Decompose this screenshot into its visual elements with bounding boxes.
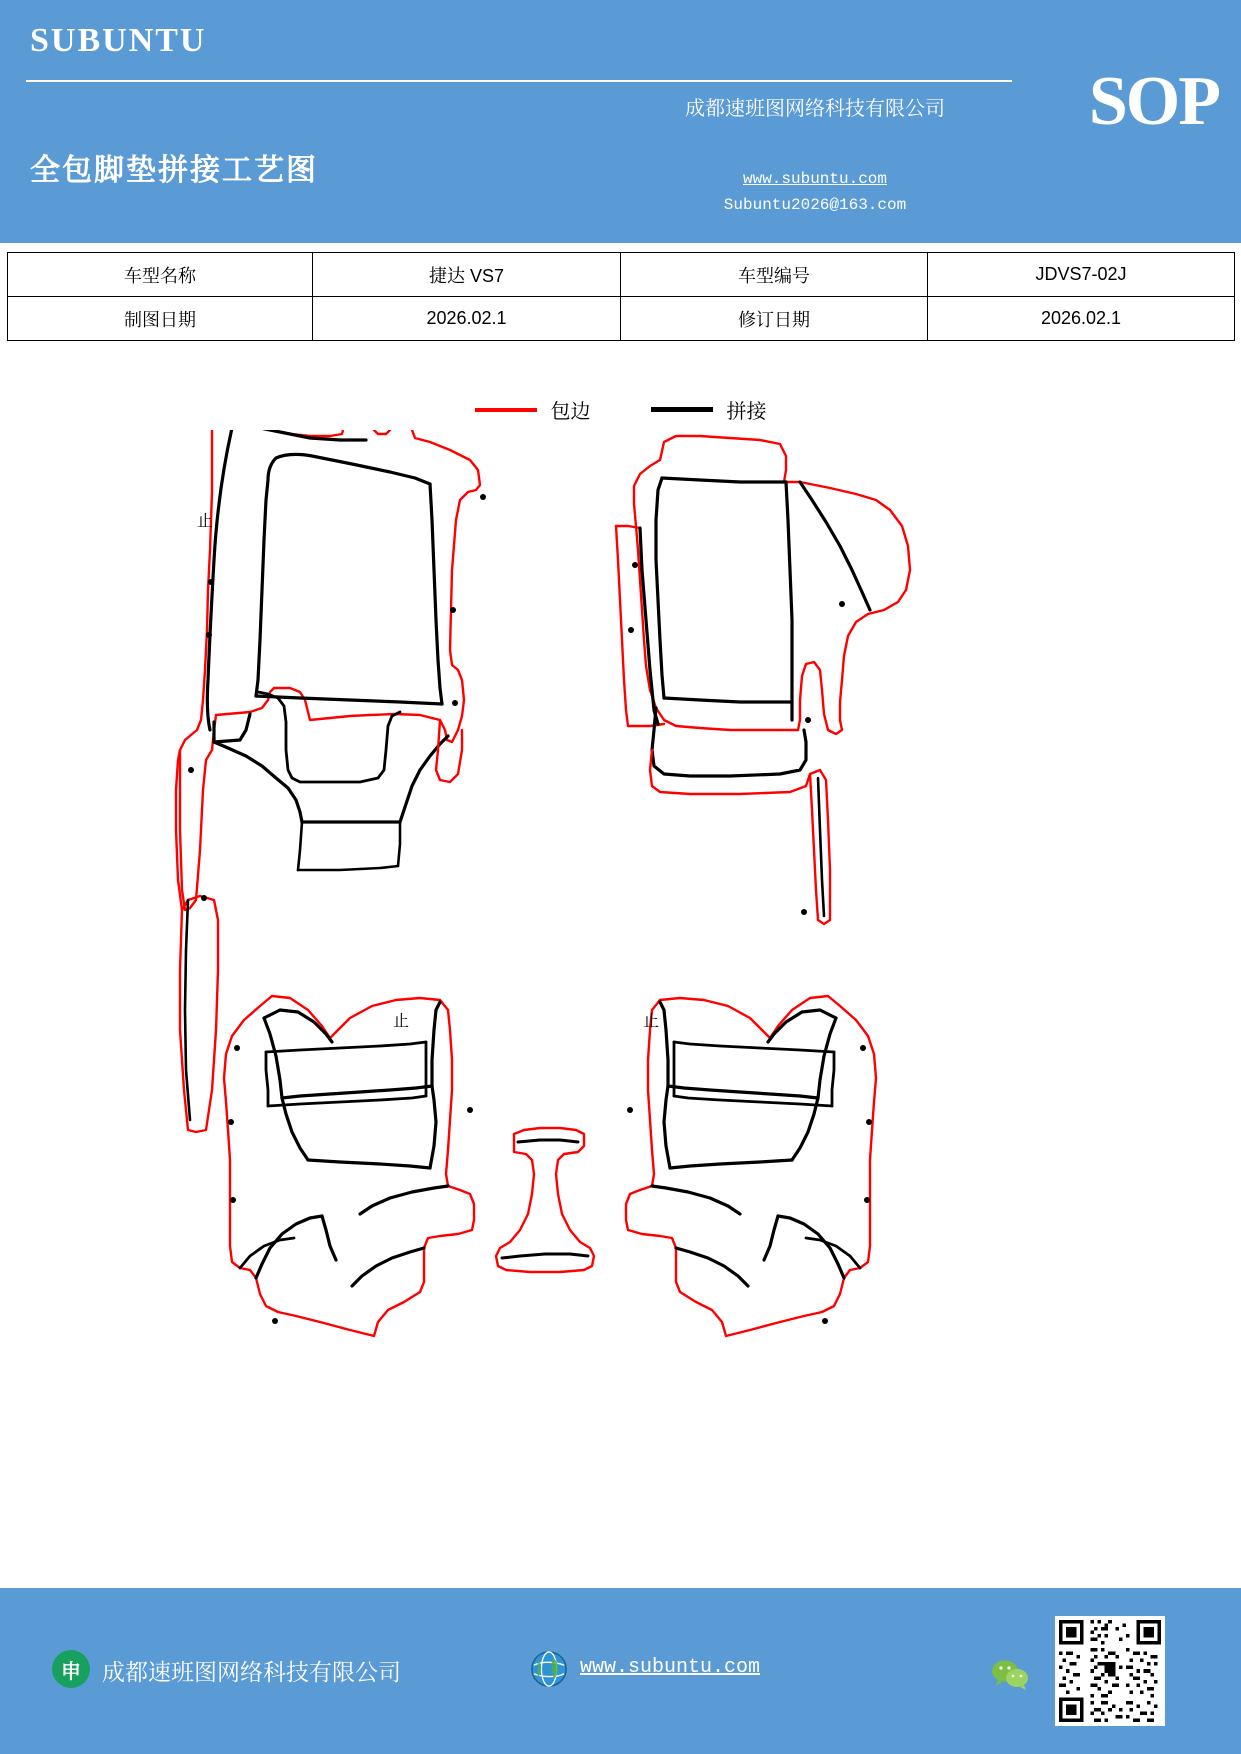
seam-line-swatch-icon	[651, 407, 713, 412]
legend	[0, 395, 1241, 424]
label-revision-date: 修订日期	[621, 297, 928, 341]
brand-logo: SUBUNTU	[30, 22, 207, 59]
page-header	[0, 0, 1241, 243]
qr-code-image	[1059, 1620, 1161, 1722]
page-footer	[0, 1588, 1241, 1754]
marker-stop-1: 止	[197, 513, 214, 530]
page-title: 全包脚垫拼接工艺图	[30, 154, 318, 187]
label-draw-date: 制图日期	[8, 297, 313, 341]
company-badge-icon: 申	[52, 1650, 90, 1688]
value-model-code: JDVS7-02J	[928, 253, 1235, 297]
value-model-name: 捷达 VS7	[313, 253, 621, 297]
floor-mat-diagram	[0, 430, 1241, 1580]
legend-item-seam	[651, 395, 767, 424]
legend-label-seam: 拼接	[726, 401, 767, 423]
table-row	[8, 297, 1235, 341]
marker-stop-3: 止	[643, 1013, 660, 1030]
mat-piece-front-right	[616, 436, 910, 924]
globe-icon	[530, 1650, 568, 1688]
mat-piece-rear-left	[224, 996, 474, 1336]
value-draw-date: 2026.02.1	[313, 297, 621, 341]
label-model-name: 车型名称	[8, 253, 313, 297]
qr-code	[1055, 1616, 1165, 1726]
header-website-link[interactable]: www.subuntu.com	[742, 170, 888, 188]
header-company-name: 成都速班图网络科技有限公司	[685, 98, 945, 120]
vehicle-info-table	[7, 252, 1235, 341]
technical-drawing	[0, 430, 1241, 1580]
mat-piece-front-left	[176, 430, 486, 1132]
legend-label-edge: 包边	[550, 401, 591, 423]
wechat-icon	[990, 1658, 1030, 1690]
label-model-code: 车型编号	[621, 253, 928, 297]
marker-stop-2: 止	[393, 1013, 410, 1030]
legend-item-edge	[475, 395, 591, 424]
sop-badge: SOP	[1088, 63, 1219, 140]
table-row	[8, 253, 1235, 297]
header-divider	[26, 80, 1012, 82]
value-revision-date: 2026.02.1	[928, 297, 1235, 341]
mat-piece-rear-right	[626, 996, 876, 1336]
edge-line-swatch-icon	[475, 408, 537, 412]
mat-piece-center-tunnel	[496, 1128, 594, 1272]
footer-company-name: 成都速班图网络科技有限公司	[102, 1659, 401, 1685]
header-email[interactable]: Subuntu2026@163.com	[723, 196, 907, 214]
footer-website-link[interactable]: www.subuntu.com	[580, 1656, 761, 1679]
